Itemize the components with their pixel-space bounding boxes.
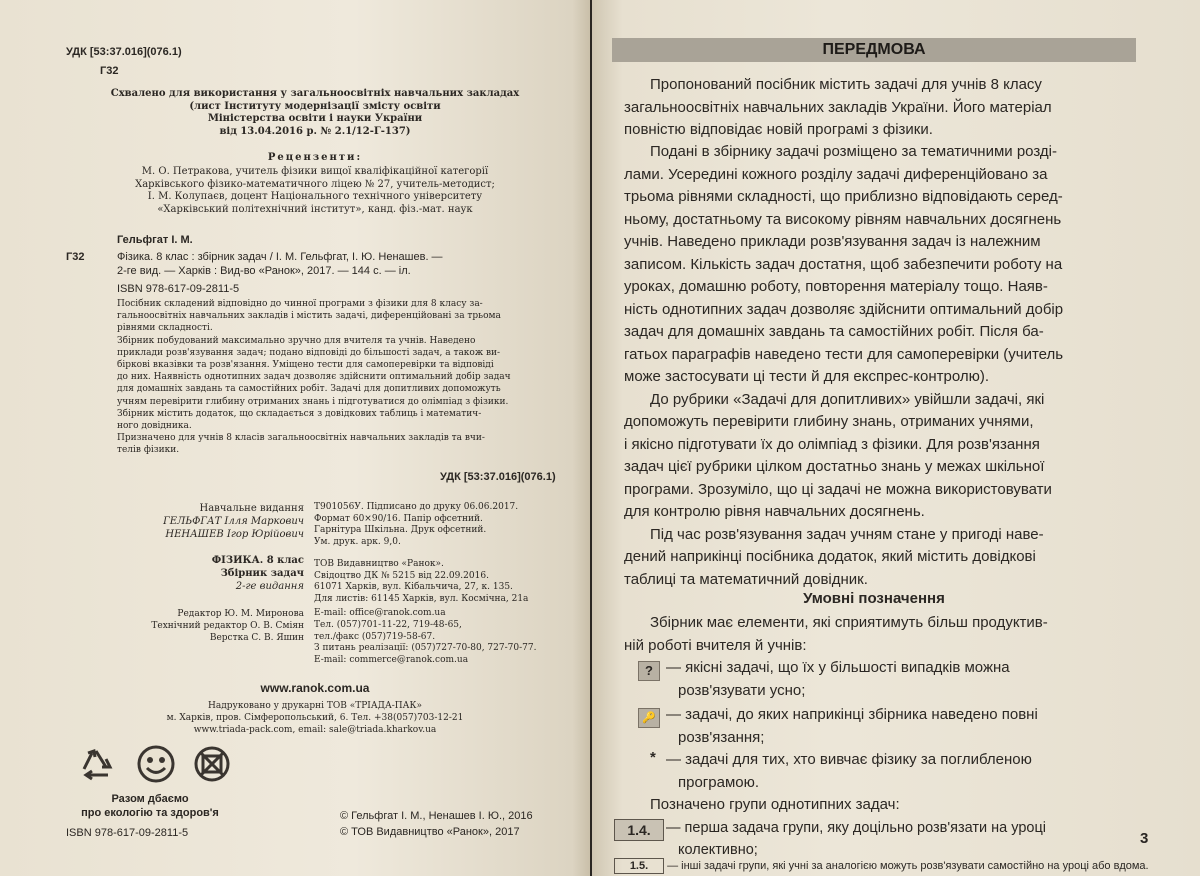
group-item-second: 1.5. — інші задачі групи, які учні за аналогією можуть розв'язувати самостійно на уроці або вдома. xyxy=(614,858,1149,874)
text-line: записом. Кількість задач достатня, щоб забезпечити роботу на xyxy=(624,255,1063,273)
reviewers-block: М. О. Петракова, учитель фізики вищої кваліфікаційної категорії Харківського фізико-математичного ліцею № 27, учитель-методист; І. М. Колупаєв, доцент Національного технічного університету «Харківський політехнічний інститут», канд. фіз.-мат. наук xyxy=(135,166,495,215)
isbn-bottom: ISBN 978-617-09-2811-5 xyxy=(66,827,189,839)
text-line: дений наприкінці посібника додаток, який містить довідкові xyxy=(624,548,1036,565)
asterisk-icon: * xyxy=(650,749,656,766)
text-line: Подані в збірнику задачі розміщено за тематичними розді- xyxy=(650,143,1057,160)
text-line: таблиці та математичний довідник. xyxy=(624,570,868,588)
eco-icons xyxy=(74,745,274,787)
text-line: — задачі, до яких наприкінці збірника наведено повні xyxy=(666,706,1038,723)
question-mark-icon: ? xyxy=(638,661,660,681)
text-line: Пропонований посібник містить задачі для учнів 8 класу xyxy=(650,76,1042,93)
smiley-icon xyxy=(139,747,173,781)
imprint-left: Навчальне видання ГЕЛЬФГАТ Ілля Маркович НЕНАШЕВ Ігор Юрійович ФІЗИКА. 8 клас Збірник задач 2-ге видання xyxy=(163,503,304,592)
text-line: розв'язання; xyxy=(678,728,765,746)
no-packaging-icon xyxy=(196,748,228,780)
text-line: колективно; xyxy=(678,842,758,858)
text-line: програми. Зрозуміло, що ці задачі не можна використовувати xyxy=(624,480,1052,498)
text-line: може застосувати ці тести й для експрес-контролю). xyxy=(624,368,990,385)
bibliography: Фізика. 8 клас : збірник задач / І. М. Гельфгат, І. Ю. Ненашев. — 2-ге вид. — Харків : Вид-во «Ранок», 2017. — 144 с. — іл. xyxy=(117,251,443,277)
key-icon: 🔑 xyxy=(638,708,660,728)
text-line: ній роботі вчителя й учнів: xyxy=(624,636,807,654)
website: www.ranok.com.ua xyxy=(260,681,370,695)
approval-block: Схвалено для використання у загальноосвітніх навчальних закладах (лист Інституту модернізації змісту освіти Міністерства освіти і науки України від 13.04.2016 р. № 2.1/12-Г-137) xyxy=(110,88,520,137)
staff: Редактор Ю. М. Миронова Технічний редактор О. В. Сміян Верстка С. В. Яшин xyxy=(151,609,304,643)
text-line: допоможуть перевірити глибину знань, отриманих учнями, xyxy=(624,413,1034,430)
printer-info: Надруковано у друкарні ТОВ «ТРІАДА-ПАК» м. Харків, пров. Сімферопольський, 6. Тел. +38(057)703-12-21 www.triada-pack.com, email: sale@triada.kharkov.ua xyxy=(166,701,464,735)
text-line: уроках, домашню роботу, повторення матеріалу тощо. Наяв- xyxy=(624,278,1048,295)
udk-top: УДК [53:37.016](076.1) xyxy=(66,46,182,58)
copyright: © Гельфгат І. М., Ненашев І. Ю., 2016 © ТОВ Видавництво «Ранок», 2017 xyxy=(340,810,533,838)
code-top: Г32 xyxy=(100,65,119,77)
text-line: задач для домашніх завдань та самостійних робіт. Після ба- xyxy=(624,323,1044,340)
contacts: E-mail: office@ranok.com.ua Тел. (057)701-11-22, 719-48-65, тел./факс (057)719-58-67. З питань реалізації: (057)727-70-80, 727-70-77. E-mail: commerce@ranok.com.ua xyxy=(314,608,537,666)
groups-title: Позначено групи однотипних задач: xyxy=(650,796,900,813)
legend-title: Умовні позначення xyxy=(803,590,945,607)
text-line: гатьох параграфів наведено тести для самоперевірки (учитель xyxy=(624,345,1064,363)
text-line: і якісно підготувати їх до олімпіад з фізики. Для розв'язання xyxy=(624,435,1040,453)
legend-item-key xyxy=(638,707,660,728)
legend-item-question xyxy=(638,660,660,681)
text-line: задач цієї рубрики цілком достатньо знань у межах шкільної xyxy=(624,458,1045,475)
text-line: розв'язувати усно; xyxy=(678,681,806,699)
reviewers-title: Рецензенти: xyxy=(267,152,363,163)
text-line: ність однотипних задач дозволяє здійснити оптимальний добір xyxy=(624,300,1064,318)
text-line: програмою. xyxy=(678,773,760,791)
text-line: учнів. Наведено приклади розв'язування задач із належним xyxy=(624,233,1041,250)
udk-bottom: УДК [53:37.016](076.1) xyxy=(440,471,556,483)
page-number: 3 xyxy=(1140,830,1149,847)
text-line: загальноосвітніх навчальних закладів України. Його матеріал xyxy=(624,98,1052,116)
group-badge-first: 1.4. xyxy=(614,819,664,841)
author: Гельфгат І. М. xyxy=(117,234,193,246)
annotation: Посібник складений відповідно до чинної програми з фізики для 8 класу за- гальноосвітніх навчальних закладів і містить задачі, диференційовані за трьома рівнями складності. Збірник побудований максимально зручно для вчителя та учнів. Наведено приклади розв'язування задач; подано відповіді до більшості задач, а також ви- біркові вказівки та розв'язання. Уміщено тести для самоперевірки та відповіді до них. Наявність однотипних задач дозволяє здійснити оптимальний добір задач для домашніх завдань та самостійних робіт. Задачі для допитливих допоможуть учням перевірити глибину отриманих знань і підготуватися до олімпіад з фізики. Збірник містить додаток, що складається з довідкових таблиць і математич- ного довідника. Призначено для учнів 8 класів загальноосвітніх навчальних закладів та вчи- телів фізики. xyxy=(117,299,511,456)
text-line: — перша задача групи, яку доцільно розв'язати на уроці xyxy=(666,820,1046,836)
text-line: — задачі для тих, хто вивчає фізику за поглибленою xyxy=(666,751,1032,768)
text-line: для контролю рівня навчальних досягнень. xyxy=(624,503,925,520)
eco-caption: Разом дбаємо про екологію та здоров'я xyxy=(81,793,219,819)
isbn: ISBN 978-617-09-2811-5 xyxy=(117,283,240,295)
code-side: Г32 xyxy=(66,251,85,263)
right-page xyxy=(592,0,1200,876)
left-page xyxy=(0,0,590,876)
recycle-icon xyxy=(84,751,110,779)
text-line: ньому, достатньому та високому рівням навчальних досягнень xyxy=(624,210,1062,228)
preface-title: ПЕРЕДМОВА xyxy=(612,38,1136,62)
text-line: лами. Усередині кожного розділу задачі диференційовано за xyxy=(624,165,1048,183)
text-line: — якісні задачі, що їх у більшості випадків можна xyxy=(666,659,1010,676)
text-line: повністю відповідає новій програмі з фізики. xyxy=(624,121,933,138)
imprint-right: Т901056У. Підписано до друку 06.06.2017. Формат 60×90/16. Папір офсетний. Гарнітура Шкільна. Друк офсетний. Ум. друк. арк. 9,0. ТОВ Видавництво «Ранок». Свідоцтво ДК № 5215 від 22.09.2016. 61071 Харків, вул. Кібальчича, 27, к. 135. Для листів: 61145 Харків, вул. Космічна, 21а xyxy=(314,502,529,604)
text-line: До рубрики «Задачі для допитливих» увійшли задачі, які xyxy=(650,390,1045,408)
text-line: трьома рівнями складності, що приблизно відповідають серед- xyxy=(624,188,1063,205)
text-line: Збірник має елементи, які сприятимуть більш продуктив- xyxy=(650,614,1048,631)
text-line: Під час розв'язування задач учням стане у пригоді наве- xyxy=(650,525,1044,543)
